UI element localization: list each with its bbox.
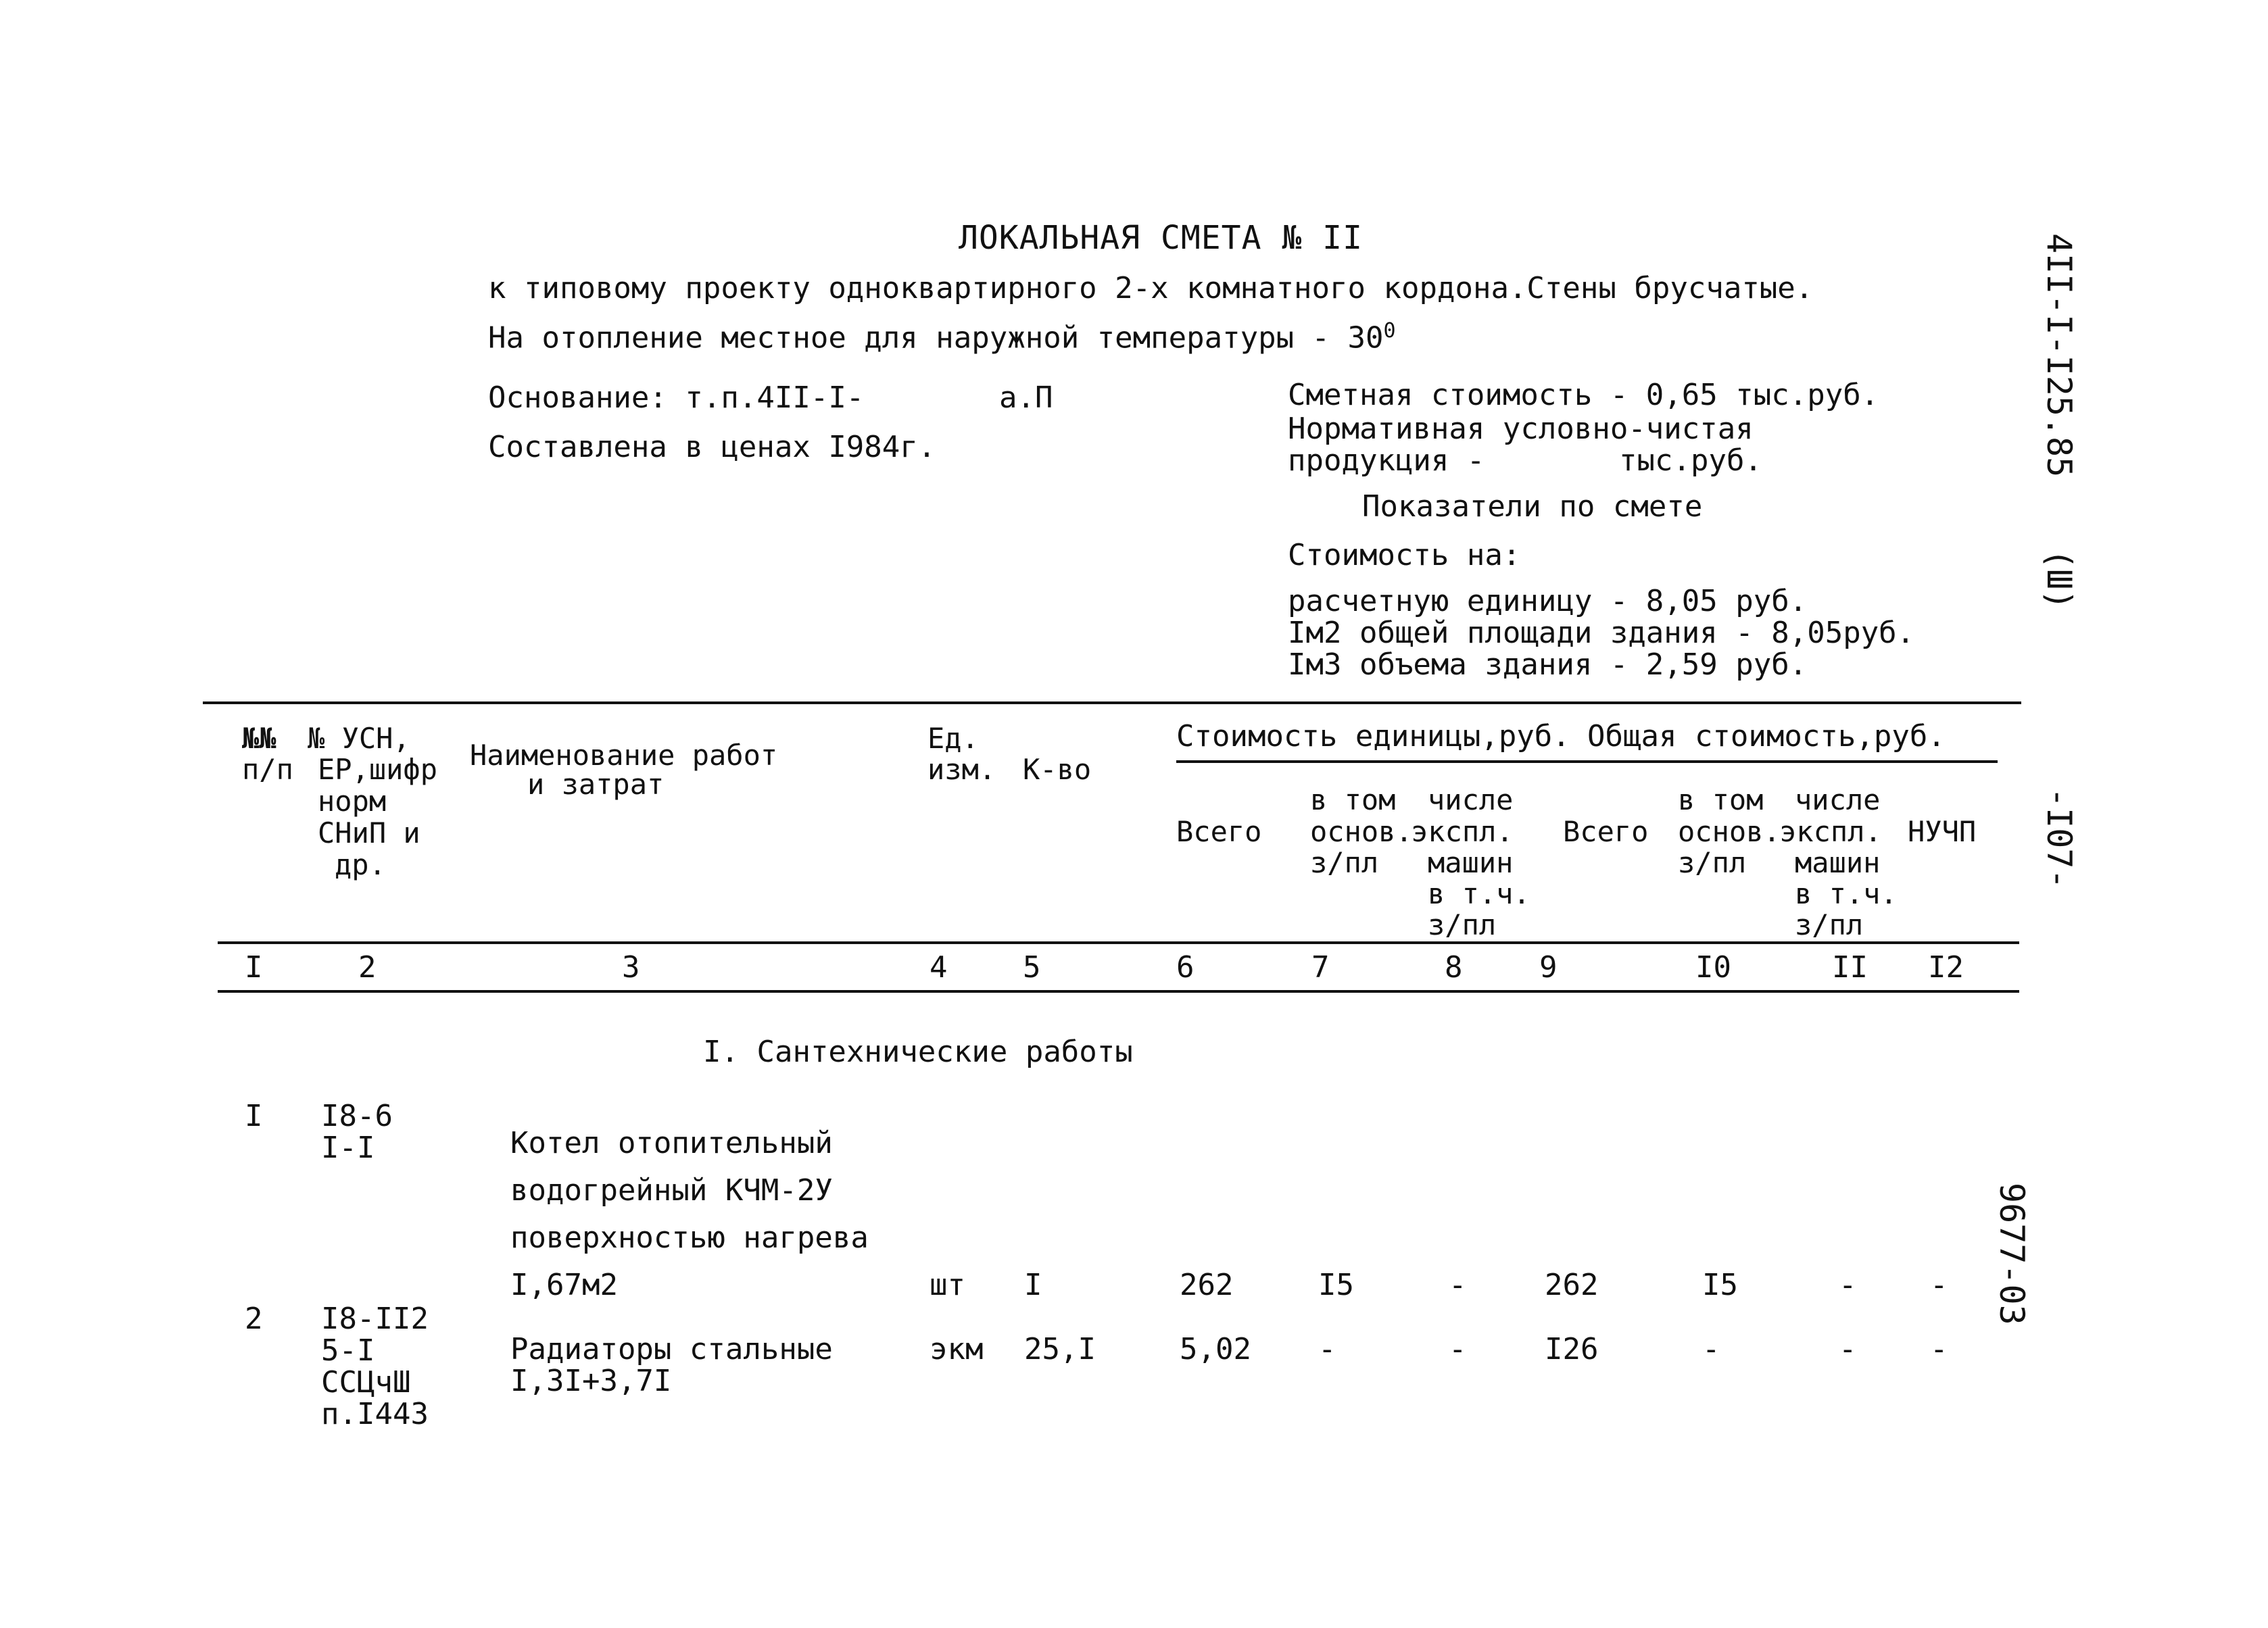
header-nuchp: НУЧП <box>1908 815 1977 848</box>
row-unit-wage: I5 <box>1318 1268 1354 1302</box>
normative-line-2: продукция - <box>1288 443 1485 478</box>
header-num-2: п/п <box>242 753 293 786</box>
row-name-line: Котел отопительный <box>510 1126 833 1160</box>
cost-per-m3: Iм3 объема здания - 2,59 руб. <box>1288 647 1808 682</box>
header-code-3: норм <box>318 785 387 818</box>
header-unit-mach-1: числе <box>1428 783 1514 816</box>
header-unit-wage-1: в том <box>1310 783 1396 816</box>
header-bottom-rule <box>218 941 2019 944</box>
header-group-total-cost: Общая стоимость,руб. <box>1587 719 1946 754</box>
header-total-mach-5: з/пл <box>1795 908 1864 941</box>
row-unit-machines: - <box>1449 1332 1467 1366</box>
row-name-line: I,3I+3,7I <box>510 1364 672 1398</box>
row-nuchp: - <box>1930 1268 1948 1302</box>
row-qty: I <box>1024 1268 1042 1302</box>
header-code-1: № УСН, <box>308 722 410 755</box>
col-number: 3 <box>622 950 640 985</box>
normative-unit: тыс.руб. <box>1619 443 1762 478</box>
col-number: 6 <box>1176 950 1195 985</box>
header-unit-mach-5: з/пл <box>1428 908 1497 941</box>
header-unit-1: Ед. <box>927 722 979 755</box>
col-number: 5 <box>1023 950 1041 985</box>
header-name-2: и затрат <box>527 768 665 801</box>
row-nuchp: - <box>1930 1332 1948 1366</box>
col-number: I2 <box>1928 950 1964 985</box>
margin-section-mark: (Ш) <box>2040 549 2079 610</box>
row-total: 262 <box>1545 1268 1599 1302</box>
header-total-mach-4: в т.ч. <box>1795 877 1898 910</box>
row-unit: шт <box>930 1268 965 1302</box>
row-total-wage: I5 <box>1702 1268 1738 1302</box>
row-total-machines: - <box>1839 1268 1857 1302</box>
header-code-5: др. <box>335 848 386 881</box>
margin-page-number: -I07- <box>2040 787 2079 889</box>
col-number: II <box>1832 950 1868 985</box>
header-unit-mach-2: экспл. <box>1411 815 1514 848</box>
header-qty: К-во <box>1023 753 1092 786</box>
header-total-wage-2: основ. <box>1678 815 1781 848</box>
header-unit-mach-4: в т.ч. <box>1428 877 1530 910</box>
cost-per-m2: Iм2 общей площади здания - 8,05руб. <box>1288 616 1915 650</box>
row-name-line: Радиаторы стальные <box>510 1332 833 1366</box>
row-code-line: I-I <box>321 1131 375 1165</box>
indicators-title: Показатели по смете <box>1362 489 1703 524</box>
header-total-mach-3: машин <box>1795 846 1881 879</box>
header-total-wage-1: в том <box>1678 783 1764 816</box>
header-total-all: Всего <box>1563 815 1649 848</box>
col-number: 7 <box>1311 950 1330 985</box>
header-code-2: ЕР,шифр <box>318 753 438 786</box>
header-name-1: Наименование работ <box>470 739 778 772</box>
row-number: 2 <box>245 1302 263 1336</box>
margin-doc-number: 9677-03 <box>1992 1183 2031 1325</box>
group-header-underline <box>1176 760 1998 763</box>
row-unit-wage: - <box>1318 1332 1336 1366</box>
header-code-4: СНиП и <box>318 816 420 849</box>
margin-code: 4II-I-I25.85 <box>2040 233 2079 478</box>
row-unit-total: 5,02 <box>1180 1332 1251 1366</box>
document-title: ЛОКАЛЬНАЯ СМЕТА № II <box>959 219 1363 257</box>
section-title: I. Сантехнические работы <box>703 1035 1133 1069</box>
row-total: I26 <box>1545 1332 1599 1366</box>
header-unit-wage-3: з/пл <box>1310 846 1379 879</box>
basis-album: а.П <box>999 380 1053 415</box>
header-unit-wage-2: основ. <box>1310 815 1413 848</box>
row-unit-total: 262 <box>1180 1268 1234 1302</box>
basis-line: Основание: т.п.4II-I- <box>488 380 865 415</box>
row-total-wage: - <box>1702 1332 1720 1366</box>
col-number: 9 <box>1539 950 1558 985</box>
row-code-line: I8-6 <box>321 1099 393 1133</box>
row-number: I <box>245 1099 263 1133</box>
row-name-line: I,67м2 <box>510 1268 618 1302</box>
header-total-wage-3: з/пл <box>1678 846 1747 879</box>
normative-line-1: Нормативная условно-чистая <box>1288 412 1754 446</box>
header-total-mach-1: числе <box>1795 783 1881 816</box>
estimate-cost: Сметная стоимость - 0,65 тыс.руб. <box>1288 378 1879 412</box>
table-top-rule <box>203 701 2021 704</box>
header-unit-mach-3: машин <box>1428 846 1514 879</box>
row-total-machines: - <box>1839 1332 1857 1366</box>
cost-for-label: Стоимость на: <box>1288 538 1521 572</box>
col-number: 2 <box>358 950 377 985</box>
header-unit-all: Всего <box>1176 815 1262 848</box>
column-numbers-rule <box>218 990 2019 993</box>
row-qty: 25,I <box>1024 1332 1096 1366</box>
degree-superscript: 0 <box>1383 319 1396 343</box>
prices-line: Составлена в ценах I984г. <box>488 430 936 464</box>
col-number: I <box>245 950 263 985</box>
row-unit-machines: - <box>1449 1268 1467 1302</box>
row-name-line: водогрейный КЧМ-2У <box>510 1173 833 1208</box>
row-code-line: п.I443 <box>321 1397 429 1431</box>
col-number: 8 <box>1445 950 1463 985</box>
col-number: I0 <box>1695 950 1731 985</box>
header-unit-2: изм. <box>927 753 996 786</box>
header-group-unit-cost: Стоимость единицы,руб. <box>1176 719 1570 754</box>
header-total-mach-2: экспл. <box>1779 815 1882 848</box>
col-number: 4 <box>930 950 948 985</box>
cost-per-unit: расчетную единицу - 8,05 руб. <box>1288 584 1808 618</box>
document-subtitle-heating: На отопление местное для наружной температуры - $30^0$ <box>488 319 1396 355</box>
row-code-line: ССЦчШ <box>321 1365 411 1400</box>
row-code-line: I8-II2 <box>321 1302 429 1336</box>
document-subtitle-project: к типовому проекту одноквартирного 2-х комнатного кордона.Стены брусчатые. <box>488 271 1814 305</box>
row-name-line: поверхностью нагрева <box>510 1220 869 1255</box>
row-code-line: 5-I <box>321 1333 375 1368</box>
header-num-1: №№ <box>242 722 276 755</box>
row-unit: экм <box>930 1332 984 1366</box>
